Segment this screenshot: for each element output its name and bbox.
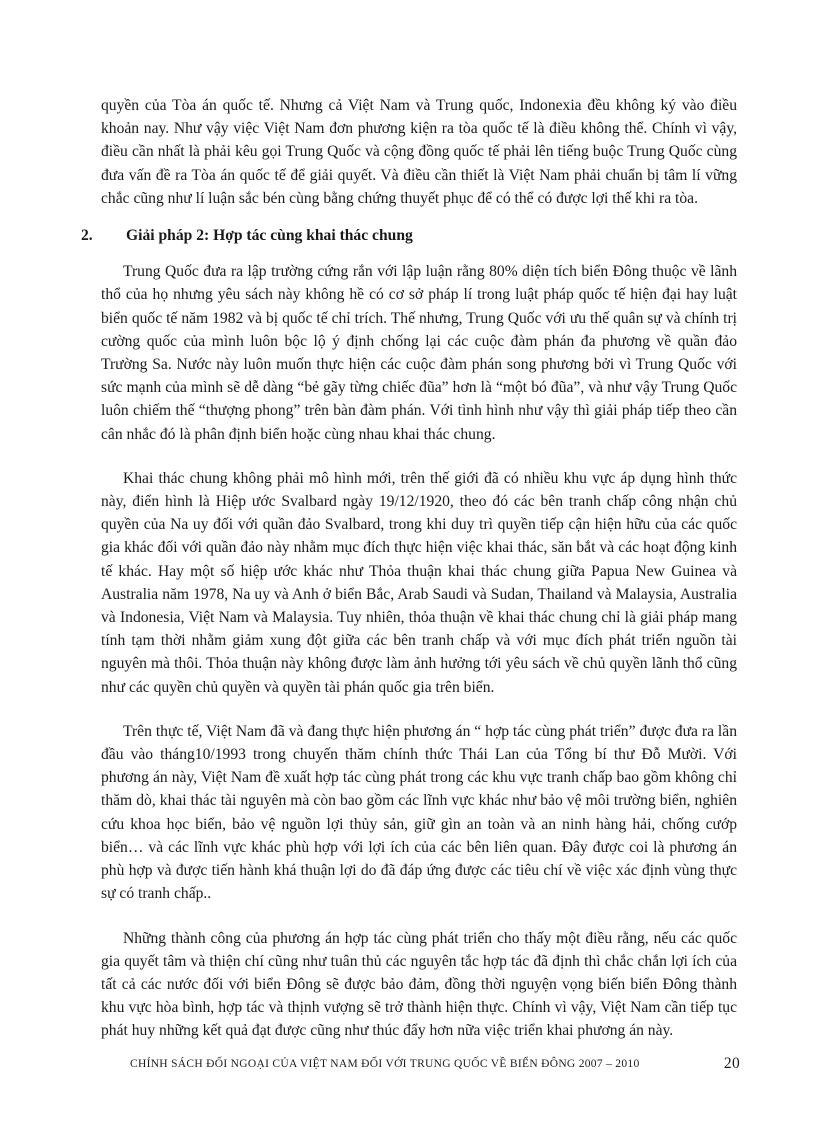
document-body [81, 94, 737, 1043]
paragraph-vietnam-practice: Trên thực tế, Việt Nam đã và đang thực hiện phương án “ hợp tác cùng phát triển” được đưa ra lần đầu vào tháng10/1993 trong chuyến thăm chính thức Thái Lan của Tổng bí thư Đỗ Mười. Với phương án này, Việt Nam đề xuất hợp tác cùng phát trong các khu vực tranh chấp bao gồm không chỉ thăm dò, khai thác tài nguyên mà còn bao gồm các lĩnh vực khác như bảo vệ môi trường biển, nghiên cứu khoa học biển, bảo vệ nguồn lợi thủy sản, giữ gìn an toàn và an ninh hàng hải, chống cướp biển… và các lĩnh vực khác phù hợp với lợi ích của các bên liên quan. Đây được coi là phương án phù hợp và được tiến hành khá thuận lợi do đã đáp ứng được các tiêu chí về việc xác định vùng thực sự có tranh chấp.. [101, 722, 737, 903]
paragraph-continued: quyền của Tòa án quốc tế. Nhưng cả Việt Nam và Trung quốc, Indonexia đều không ký vào điều khoản nay. Như vậy việc Việt Nam đơn phương kiện ra tòa quốc tế là điều không thể. Chính vì vậy, điều cần nhất là phải kêu gọi Trung Quốc và cộng đồng quốc tế phải lên tiếng buộc Trung Quốc cùng đưa vấn đề ra Tòa án quốc tế để giải quyết. Và điều cần thiết là Việt Nam phải chuẩn bị tâm lí vững chắc cũng như lí luận sắc bén cùng bằng chứng thuyết phục để có thể có được lợi thế khi ra tòa. [101, 97, 737, 207]
section-heading [81, 224, 717, 247]
section-number: 2. [81, 227, 93, 245]
paragraph-joint-exploitation: Khai thác chung không phải mô hình mới, trên thế giới đã có nhiều khu vực áp dụng hình thức này, điển hình là Hiệp ước Svalbard ngày 19/12/1920, theo đó các bên tranh chấp công nhận chủ quyền của Na uy đối với quần đảo Svalbard, trong khi duy trì quyền tiếp cận hiện hữu của các quốc gia khác đối với quần đảo này nhằm mục đích thực hiện việc khai thác, săn bắt và các hoạt động kinh tế khác. Hay một số hiệp ước khác như Thỏa thuận khai thác chung giữa Papua New Guinea và Australia năm 1978, Na uy và Anh ở biển Bắc, Arab Saudi và Sudan, Thailand và Malaysia, Australia và Indonesia, Việt Nam và Malaysia. Tuy nhiên, thỏa thuận về khai thác chung chỉ là giải pháp mang tính tạm thời nhằm giảm xung đột giữa các bên tranh chấp và với mục đích phát triển nguồn tài nguyên mà thôi. Thỏa thuận này không được làm ảnh hưởng tới yêu sách về chủ quyền lãnh thổ cũng như các quyền chủ quyền và quyền tài phán quốc gia trên biển. [101, 469, 737, 696]
section-title: Giải pháp 2: Hợp tác cùng khai thác chung [126, 227, 413, 245]
page-footer [130, 1055, 740, 1072]
paragraph-conclusion: Những thành công của phương án hợp tác cùng phát triển cho thấy một điều rằng, nếu các quốc gia quyết tâm và thiện chí cũng như tuân thủ các nguyên tắc hợp tác đã định thì chắc chắn lợi ích của tất cả các nước đối với biển Đông sẽ được bảo đảm, đồng thời nguyện vọng biến biển Đông thành khu vực hòa bình, hợp tác và thịnh vượng sẽ trở thành hiện thực. Chính vì vậy, Việt Nam cần tiếp tục phát huy những kết quả đạt được cũng như thúc đẩy hơn nữa việc triển khai phương án này. [101, 929, 737, 1040]
page-number: 20 [723, 1055, 740, 1072]
running-title: CHÍNH SÁCH ĐỐI NGOẠI CỦA VIỆT NAM ĐỐI VỚI TRUNG QUỐC VỀ BIỂN ĐÔNG 2007 – 2010 [130, 1058, 640, 1070]
paragraph-china-stance: Trung Quốc đưa ra lập trường cứng rắn với lập luận rằng 80% diện tích biển Đông thuộc về lãnh thổ của họ nhưng yêu sách này không hề có cơ sở pháp lí trong luật pháp quốc tế hiện đại hay luật biển quốc tế năm 1982 và bị quốc tế chỉ trích. Thế nhưng, Trung Quốc với ưu thế quân sự và chính trị cường quốc của mình luôn bộc lộ ý định chống lại các cuộc đàm phán đa phương về quần đảo Trường Sa. Nước này luôn muốn thực hiện các cuộc đàm phán song phương bởi vì Trung Quốc với sức mạnh của mình sẽ dễ dàng “bẻ gãy từng chiếc đũa” hơn là “một bó đũa”, và như vậy Trung Quốc luôn chiếm thế “thượng phong” trên bàn đàm phán. Với tình hình như vậy thì giải pháp tiếp theo cần cân nhắc đó là phân định biển hoặc cùng nhau khai thác chung. [101, 263, 737, 443]
